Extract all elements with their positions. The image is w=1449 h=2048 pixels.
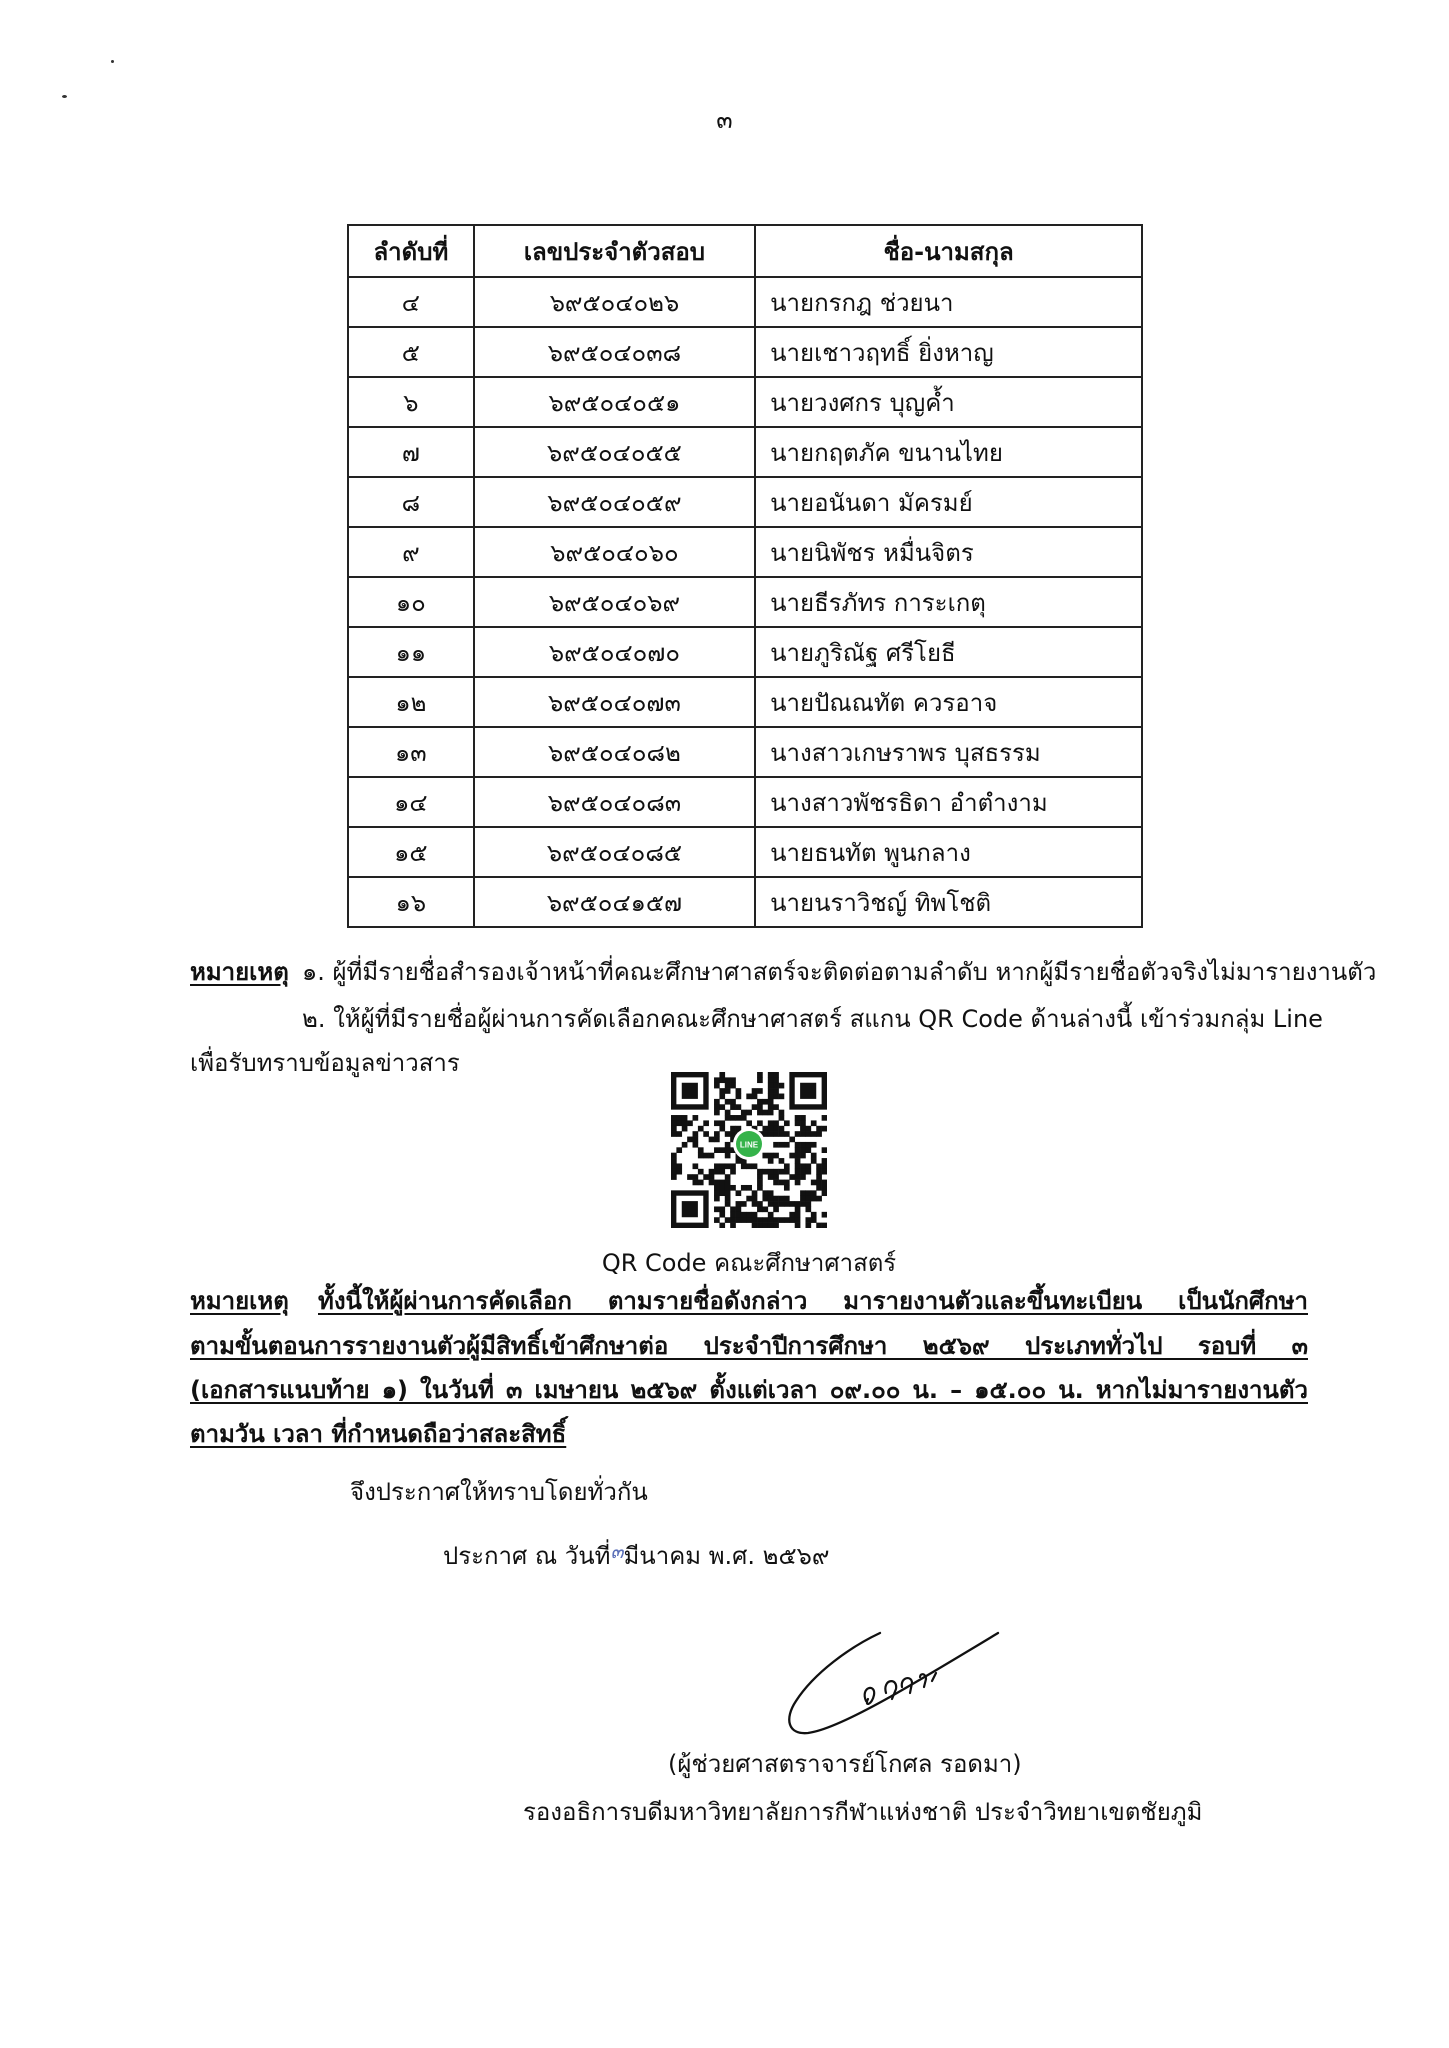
row-full-name: นายปัณณทัต ควรอาจ — [755, 677, 1142, 727]
scan-speck — [62, 95, 67, 98]
row-exam-id: ๖๙๕๐๔๐๖๐ — [474, 527, 755, 577]
announcement-date — [443, 1536, 829, 1572]
row-exam-id: ๖๙๕๐๔๐๖๙ — [474, 577, 755, 627]
row-exam-id: ๖๙๕๐๔๐๘๒ — [474, 727, 755, 777]
row-order: ๑๕ — [348, 827, 474, 877]
header-full-name: ชื่อ-นามสกุล — [755, 225, 1142, 277]
row-full-name: นายธีรภัทร การะเกตุ — [755, 577, 1142, 627]
scan-speck — [111, 60, 114, 63]
row-order: ๕ — [348, 327, 474, 377]
table-row — [348, 327, 1142, 377]
row-order: ๑๓ — [348, 727, 474, 777]
row-full-name: นายกรกฎ ช่วยนา — [755, 277, 1142, 327]
row-order: ๑๖ — [348, 877, 474, 927]
date-rest: มีนาคม พ.ศ. ๒๕๖๙ — [623, 1542, 830, 1570]
table-row — [348, 877, 1142, 927]
table-row — [348, 577, 1142, 627]
row-full-name: นายกฤตภัค ขนานไทย — [755, 427, 1142, 477]
table-row — [348, 777, 1142, 827]
remark-2-line-1: ทั้งนี้ให้ผู้ผ่านการคัดเลือก ตามรายชื่อดังกล่าว มารายงานตัวและขึ้นทะเบียน เป็นนักศึกษา — [318, 1287, 1308, 1315]
row-order: ๑๒ — [348, 677, 474, 727]
row-full-name: นายเชาวฤทธิ์ ยิ่งหาญ — [755, 327, 1142, 377]
header-exam-id: เลขประจำตัวสอบ — [474, 225, 755, 277]
table-row — [348, 727, 1142, 777]
remark-2-line-3: (เอกสารแนบท้าย ๑) ในวันที่ ๓ เมษายน ๒๕๖๙ ตั้งแต่เวลา ๐๙.๐๐ น. – ๑๕.๐๐ น. หากไม่มารายงานตัว — [190, 1376, 1308, 1404]
table-row — [348, 277, 1142, 327]
row-exam-id: ๖๙๕๐๔๐๓๘ — [474, 327, 755, 377]
row-exam-id: ๖๙๕๐๔๐๗๐ — [474, 627, 755, 677]
signature — [780, 1615, 1020, 1745]
date-prefix: ประกาศ ณ วันที่ — [443, 1542, 611, 1570]
row-full-name: นายอนันดา มัครมย์ — [755, 477, 1142, 527]
table-row — [348, 827, 1142, 877]
results-table — [347, 224, 1143, 928]
table-row — [348, 377, 1142, 427]
row-full-name: นายวงศกร บุญค้ำ — [755, 377, 1142, 427]
qr-caption: QR Code คณะศึกษาศาสตร์ — [601, 1249, 897, 1277]
row-exam-id: ๖๙๕๐๔๐๘๕ — [474, 827, 755, 877]
remark-item-1: ๑. ผู้ที่มีรายชื่อสำรองเจ้าหน้าที่คณะศึกษาศาสตร์จะติดต่อตามลำดับ หากผู้มีรายชื่อตัวจริงไม่มารายงานตัว — [302, 958, 1377, 986]
row-order: ๑๐ — [348, 577, 474, 627]
remark-2-line-2: ตามขั้นตอนการรายงานตัวผู้มีสิทธิ์เข้าศึกษาต่อ ประจำปีการศึกษา ๒๕๖๙ ประเภททั่วไป รอบที่ ๓ — [190, 1332, 1308, 1360]
row-order: ๖ — [348, 377, 474, 427]
table-row — [348, 427, 1142, 477]
table-row — [348, 477, 1142, 527]
table-row — [348, 627, 1142, 677]
row-full-name: นายธนทัต พูนกลาง — [755, 827, 1142, 877]
line-logo-icon: LINE — [739, 1140, 759, 1150]
table-row — [348, 527, 1142, 577]
row-full-name: นายภูริณัฐ ศรีโยธี — [755, 627, 1142, 677]
date-day-handwritten: ๓ — [610, 1541, 624, 1563]
row-exam-id: ๖๙๕๐๔๑๕๗ — [474, 877, 755, 927]
qr-code-icon — [671, 1072, 827, 1228]
row-exam-id: ๖๙๕๐๔๐๕๙ — [474, 477, 755, 527]
remark-2-line-4: ตามวัน เวลา ที่กำหนดถือว่าสละสิทธิ์ — [190, 1420, 567, 1448]
header-order: ลำดับที่ — [348, 225, 474, 277]
remark-item-2-line-1: ๒. ให้ผู้ที่มีรายชื่อผู้ผ่านการคัดเลือกคณะศึกษาศาสตร์ สแกน QR Code ด้านล่างนี้ เข้าร่วมกลุ่ม Line — [302, 1005, 1323, 1033]
row-full-name: นางสาวพัชรธิดา อำตำงาม — [755, 777, 1142, 827]
page-number: ๓ — [716, 106, 733, 134]
row-exam-id: ๖๙๕๐๔๐๗๓ — [474, 677, 755, 727]
row-full-name: นายนิพัชร หมื่นจิตร — [755, 527, 1142, 577]
remark-label: หมายเหตุ — [190, 958, 289, 986]
row-full-name: นางสาวเกษราพร บุสธรรม — [755, 727, 1142, 777]
row-order: ๔ — [348, 277, 474, 327]
signer-position: รองอธิการบดีมหาวิทยาลัยการกีฬาแห่งชาติ ประจำวิทยาเขตชัยภูมิ — [523, 1798, 1203, 1826]
row-exam-id: ๖๙๕๐๔๐๕๑ — [474, 377, 755, 427]
table-header-row — [348, 225, 1142, 277]
row-order: ๙ — [348, 527, 474, 577]
row-order: ๑๔ — [348, 777, 474, 827]
table-row — [348, 677, 1142, 727]
row-exam-id: ๖๙๕๐๔๐๒๖ — [474, 277, 755, 327]
row-full-name: นายนราวิชญ์ ทิพโชติ — [755, 877, 1142, 927]
announce-text: จึงประกาศให้ทราบโดยทั่วกัน — [350, 1478, 648, 1506]
row-exam-id: ๖๙๕๐๔๐๘๓ — [474, 777, 755, 827]
remark-item-2-line-2: เพื่อรับทราบข้อมูลข่าวสาร — [190, 1049, 460, 1077]
row-exam-id: ๖๙๕๐๔๐๕๕ — [474, 427, 755, 477]
remark-2-label: หมายเหตุ — [190, 1287, 289, 1315]
row-order: ๗ — [348, 427, 474, 477]
line-group-qr-code[interactable] — [671, 1072, 827, 1228]
signer-name: (ผู้ช่วยศาสตราจารย์โกศล รอดมา) — [668, 1750, 1022, 1778]
row-order: ๑๑ — [348, 627, 474, 677]
row-order: ๘ — [348, 477, 474, 527]
